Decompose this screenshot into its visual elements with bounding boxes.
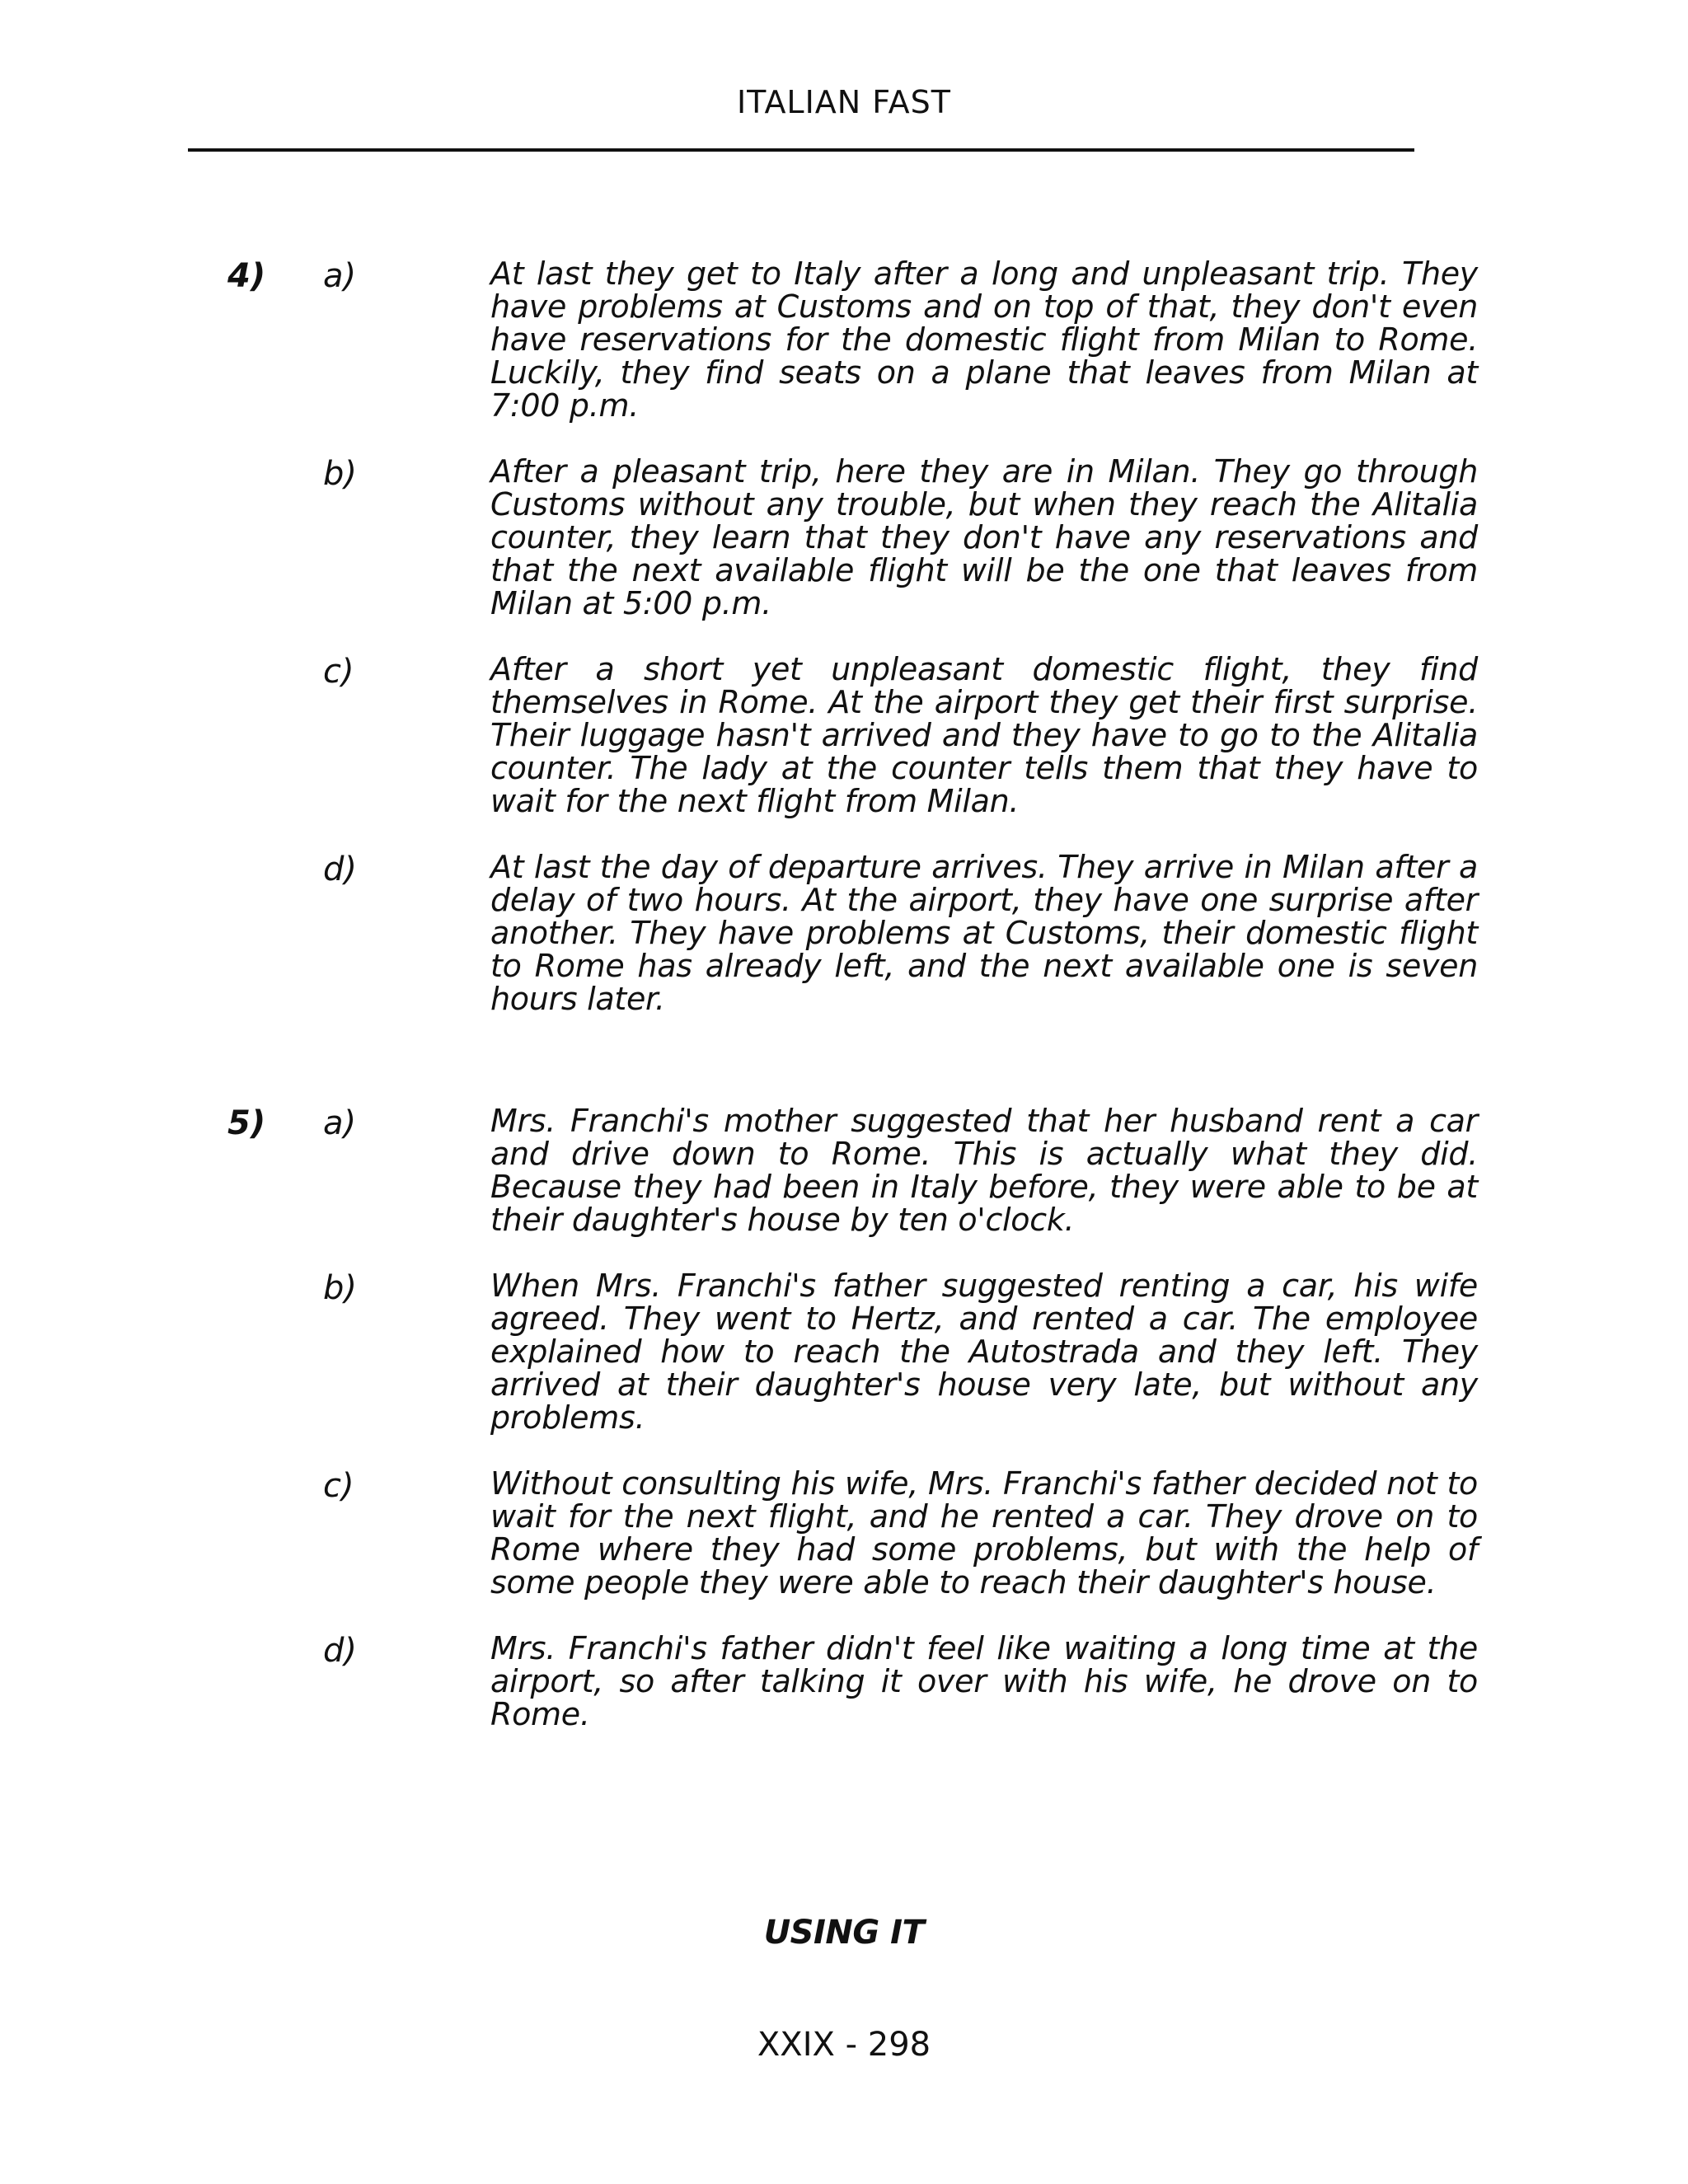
option-text: Without consulting his wife, Mrs. Franchi's father decided not to wait for the next flight, and he rented a car. They drove on to Rome where they had some problems, but with the help of some people they were able to reach their daughter's house.	[490, 1465, 1478, 1601]
option-letter: d)	[323, 851, 357, 888]
question-number: 5)	[227, 1104, 266, 1142]
option-text: Mrs. Franchi's father didn't feel like waiting a long time at the airport, so after talking it over with his wife, he drove on to Rome.	[490, 1630, 1478, 1732]
option-text: At last they get to Italy after a long and unpleasant trip. They have problems at Customs and on top of that, they don't even have reservations for the domestic flight from Milan to Rome. Luckily, they find seats on a plane that leaves from Milan at 7:00 p.m.	[490, 255, 1478, 424]
running-header: ITALIAN FAST	[736, 84, 952, 120]
option-text: At last the day of departure arrives. They arrive in Milan after a delay of two hours. At the airport, they have one surprise after another. They have problems at Customs, their domestic flight to Rome has already left, and the next available one is seven hours later.	[490, 849, 1478, 1017]
option-text: After a pleasant trip, here they are in Milan. They go through Customs without any trouble, but when they reach the Alitalia counter, they learn that they don't have any reservations and that the next available flight will be the one that leaves from Milan at 5:00 p.m.	[490, 453, 1478, 621]
option-letter: b)	[323, 1269, 357, 1307]
question-number: 4)	[227, 257, 266, 295]
option-text: After a short yet unpleasant domestic flight, they find themselves in Rome. At the airport they get their first surprise. Their luggage hasn't arrived and they have to go to the Alitalia counter. The lady at the counter tells them that they have to wait for the next flight from Milan.	[490, 651, 1478, 819]
option-letter: a)	[323, 257, 357, 295]
option-letter: b)	[323, 455, 357, 493]
option-text: When Mrs. Franchi's father suggested renting a car, his wife agreed. They went to Hertz, and rented a car. The employee explained how to reach the Autostrada and they left. They arrived at their daughter's house very late, but without any problems.	[490, 1268, 1478, 1436]
option-letter: c)	[323, 653, 354, 691]
section-title: USING IT	[763, 1914, 925, 1952]
option-letter: d)	[323, 1632, 357, 1670]
option-text: Mrs. Franchi's mother suggested that her husband rent a car and drive down to Rome. This is actually what they did. Because they had been in Italy before, they were able to be at their daughter's house by ten o'clock.	[490, 1103, 1478, 1238]
header-rule	[188, 148, 1414, 152]
option-letter: c)	[323, 1467, 354, 1505]
page-number: XXIX - 298	[757, 2026, 931, 2064]
option-letter: a)	[323, 1104, 357, 1142]
